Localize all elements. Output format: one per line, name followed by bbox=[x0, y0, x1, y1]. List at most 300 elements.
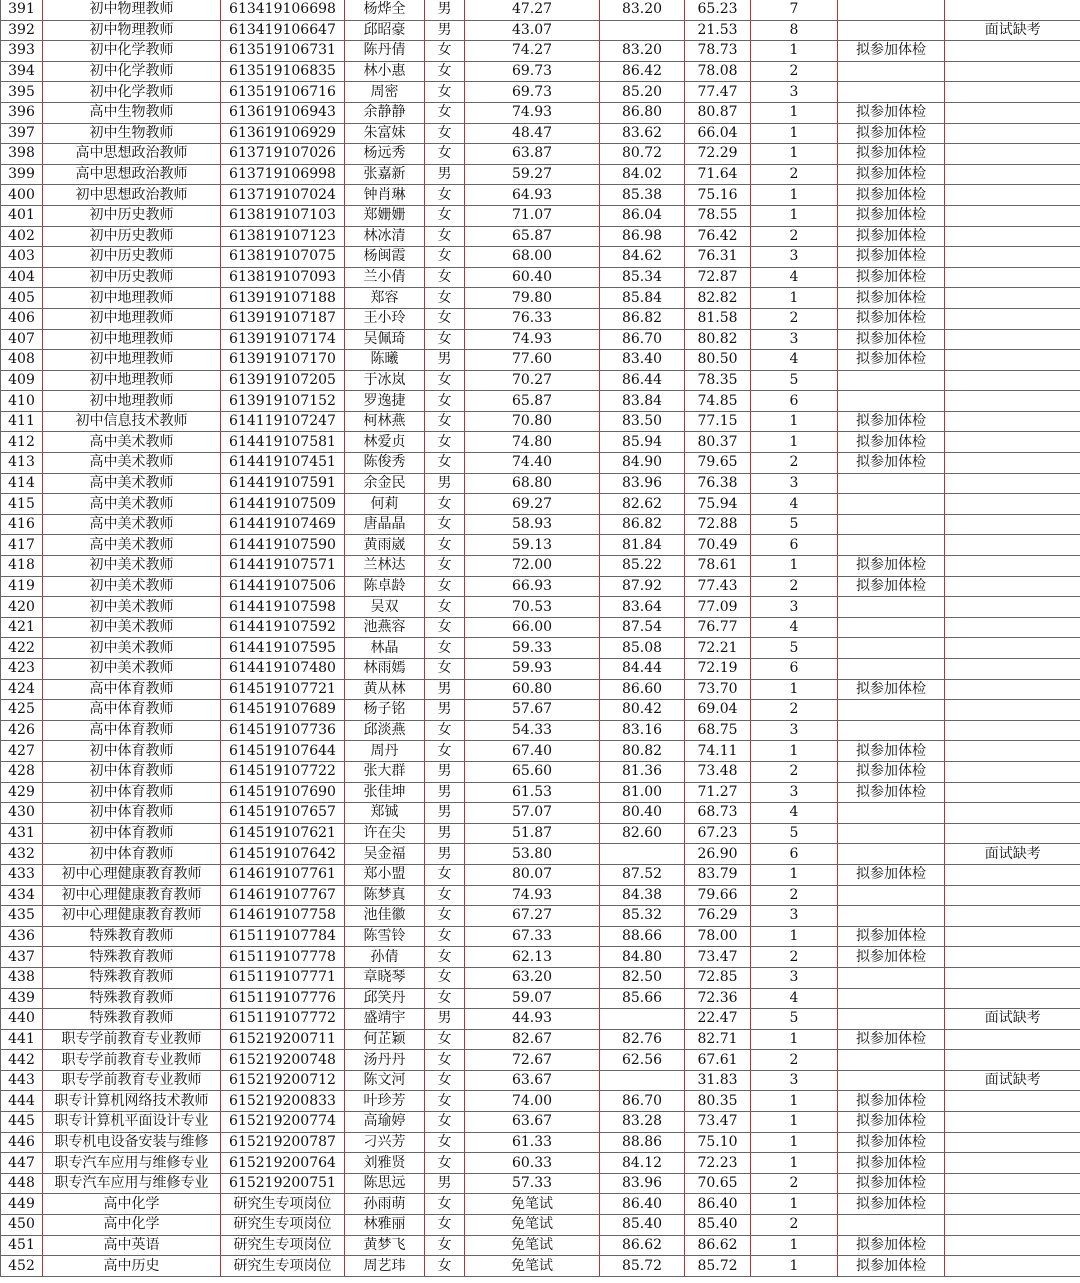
name-cell: 陈卓龄 bbox=[345, 576, 425, 597]
total-score-cell: 70.65 bbox=[685, 1173, 751, 1194]
exam-id-cell: 研究生专项岗位 bbox=[221, 1256, 345, 1277]
written-score-cell: 67.40 bbox=[465, 741, 600, 762]
total-score-cell: 77.43 bbox=[685, 576, 751, 597]
physical-exam-note-cell: 拟参加体检 bbox=[838, 308, 945, 329]
absence-note-cell bbox=[945, 102, 1080, 123]
absence-note-cell bbox=[945, 226, 1080, 247]
gender-cell: 男 bbox=[425, 782, 465, 803]
interview-score-cell: 80.42 bbox=[600, 700, 685, 721]
interview-score-cell: 88.86 bbox=[600, 1132, 685, 1153]
rank-cell: 1 bbox=[751, 1112, 838, 1133]
table-row bbox=[1, 164, 1080, 185]
name-cell: 罗逸捷 bbox=[345, 391, 425, 412]
physical-exam-note-cell: 拟参加体检 bbox=[838, 1235, 945, 1256]
interview-score-cell: 86.70 bbox=[600, 329, 685, 350]
gender-cell: 女 bbox=[425, 638, 465, 659]
physical-exam-note-cell bbox=[838, 0, 945, 20]
total-score-cell: 75.10 bbox=[685, 1132, 751, 1153]
row-number-cell: 391 bbox=[1, 0, 43, 20]
rank-cell: 4 bbox=[751, 494, 838, 515]
interview-score-cell: 84.62 bbox=[600, 247, 685, 268]
interview-score-cell: 86.60 bbox=[600, 679, 685, 700]
interview-score-cell: 86.80 bbox=[600, 102, 685, 123]
exam-id-cell: 615119107771 bbox=[221, 967, 345, 988]
name-cell: 兰小倩 bbox=[345, 267, 425, 288]
physical-exam-note-cell bbox=[838, 823, 945, 844]
gender-cell: 男 bbox=[425, 164, 465, 185]
absence-note-cell bbox=[945, 988, 1080, 1009]
table-row bbox=[1, 0, 1080, 20]
total-score-cell: 65.23 bbox=[685, 0, 751, 20]
physical-exam-note-cell bbox=[838, 700, 945, 721]
gender-cell: 女 bbox=[425, 906, 465, 927]
rank-cell: 6 bbox=[751, 844, 838, 865]
physical-exam-note-cell bbox=[838, 967, 945, 988]
table-row bbox=[1, 1256, 1080, 1277]
rank-cell: 3 bbox=[751, 247, 838, 268]
physical-exam-note-cell: 拟参加体检 bbox=[838, 1256, 945, 1277]
table-row bbox=[1, 782, 1080, 803]
position-cell: 初中地理教师 bbox=[43, 329, 221, 350]
name-cell: 汤丹丹 bbox=[345, 1050, 425, 1071]
position-cell: 高中美术教师 bbox=[43, 432, 221, 453]
table-row bbox=[1, 20, 1080, 41]
rank-cell: 5 bbox=[751, 638, 838, 659]
absence-note-cell bbox=[945, 535, 1080, 556]
total-score-cell: 85.72 bbox=[685, 1256, 751, 1277]
table-row bbox=[1, 514, 1080, 535]
written-score-cell: 74.93 bbox=[465, 885, 600, 906]
gender-cell: 女 bbox=[425, 1091, 465, 1112]
interview-score-cell: 80.72 bbox=[600, 144, 685, 165]
gender-cell: 女 bbox=[425, 247, 465, 268]
table-row bbox=[1, 102, 1080, 123]
total-score-cell: 72.19 bbox=[685, 659, 751, 680]
name-cell: 吴金福 bbox=[345, 844, 425, 865]
physical-exam-note-cell bbox=[838, 597, 945, 618]
physical-exam-note-cell bbox=[838, 638, 945, 659]
rank-cell: 3 bbox=[751, 597, 838, 618]
gender-cell: 女 bbox=[425, 432, 465, 453]
written-score-cell: 免笔试 bbox=[465, 1235, 600, 1256]
interview-score-cell: 84.02 bbox=[600, 164, 685, 185]
written-score-cell: 62.13 bbox=[465, 947, 600, 968]
position-cell: 初中地理教师 bbox=[43, 370, 221, 391]
rank-cell: 5 bbox=[751, 514, 838, 535]
written-score-cell: 免笔试 bbox=[465, 1194, 600, 1215]
position-cell: 初中物理教师 bbox=[43, 20, 221, 41]
physical-exam-note-cell: 拟参加体检 bbox=[838, 1091, 945, 1112]
position-cell: 高中化学 bbox=[43, 1194, 221, 1215]
position-cell: 初中化学教师 bbox=[43, 82, 221, 103]
exam-id-cell: 613719107026 bbox=[221, 144, 345, 165]
interview-score-cell: 80.40 bbox=[600, 803, 685, 824]
interview-score-cell: 83.20 bbox=[600, 41, 685, 62]
interview-score-cell: 86.40 bbox=[600, 1194, 685, 1215]
table-row bbox=[1, 720, 1080, 741]
total-score-cell: 78.55 bbox=[685, 205, 751, 226]
physical-exam-note-cell: 拟参加体检 bbox=[838, 926, 945, 947]
absence-note-cell bbox=[945, 679, 1080, 700]
gender-cell: 男 bbox=[425, 679, 465, 700]
name-cell: 陈丹倩 bbox=[345, 41, 425, 62]
gender-cell: 男 bbox=[425, 803, 465, 824]
rank-cell: 1 bbox=[751, 288, 838, 309]
rank-cell: 1 bbox=[751, 411, 838, 432]
physical-exam-note-cell: 拟参加体检 bbox=[838, 761, 945, 782]
physical-exam-note-cell: 拟参加体检 bbox=[838, 1132, 945, 1153]
total-score-cell: 78.61 bbox=[685, 556, 751, 577]
absence-note-cell bbox=[945, 1153, 1080, 1174]
absence-note-cell bbox=[945, 350, 1080, 371]
position-cell: 初中体育教师 bbox=[43, 761, 221, 782]
written-score-cell: 57.67 bbox=[465, 700, 600, 721]
name-cell: 周丹 bbox=[345, 741, 425, 762]
interview-score-cell: 83.96 bbox=[600, 1173, 685, 1194]
rank-cell: 1 bbox=[751, 144, 838, 165]
interview-score-cell: 81.36 bbox=[600, 761, 685, 782]
physical-exam-note-cell bbox=[838, 906, 945, 927]
absence-note-cell bbox=[945, 1194, 1080, 1215]
gender-cell: 女 bbox=[425, 1194, 465, 1215]
exam-id-cell: 614519107736 bbox=[221, 720, 345, 741]
total-score-cell: 68.73 bbox=[685, 803, 751, 824]
written-score-cell: 60.40 bbox=[465, 267, 600, 288]
total-score-cell: 76.38 bbox=[685, 473, 751, 494]
exam-id-cell: 614419107581 bbox=[221, 432, 345, 453]
table-row bbox=[1, 967, 1080, 988]
row-number-cell: 438 bbox=[1, 967, 43, 988]
exam-id-cell: 613619106929 bbox=[221, 123, 345, 144]
absence-note-cell bbox=[945, 1091, 1080, 1112]
absence-note-cell bbox=[945, 926, 1080, 947]
physical-exam-note-cell bbox=[838, 659, 945, 680]
row-number-cell: 442 bbox=[1, 1050, 43, 1071]
exam-id-cell: 614419107469 bbox=[221, 514, 345, 535]
gender-cell: 男 bbox=[425, 761, 465, 782]
total-score-cell: 22.47 bbox=[685, 1009, 751, 1030]
position-cell: 职专计算机网络技术教师 bbox=[43, 1091, 221, 1112]
name-cell: 吴佩琦 bbox=[345, 329, 425, 350]
row-number-cell: 395 bbox=[1, 82, 43, 103]
total-score-cell: 86.62 bbox=[685, 1235, 751, 1256]
interview-score-cell: 87.54 bbox=[600, 617, 685, 638]
gender-cell: 女 bbox=[425, 144, 465, 165]
written-score-cell: 80.07 bbox=[465, 864, 600, 885]
absence-note-cell bbox=[945, 1112, 1080, 1133]
position-cell: 职专汽车应用与维修专业 bbox=[43, 1173, 221, 1194]
position-cell: 初中体育教师 bbox=[43, 844, 221, 865]
position-cell: 特殊教育教师 bbox=[43, 947, 221, 968]
rank-cell: 2 bbox=[751, 885, 838, 906]
absence-note-cell: 面试缺考 bbox=[945, 844, 1080, 865]
absence-note-cell bbox=[945, 1235, 1080, 1256]
table-row bbox=[1, 370, 1080, 391]
absence-note-cell bbox=[945, 885, 1080, 906]
interview-score-cell: 82.60 bbox=[600, 823, 685, 844]
rank-cell: 1 bbox=[751, 1194, 838, 1215]
total-score-cell: 76.29 bbox=[685, 906, 751, 927]
written-score-cell: 70.80 bbox=[465, 411, 600, 432]
row-number-cell: 419 bbox=[1, 576, 43, 597]
name-cell: 周密 bbox=[345, 82, 425, 103]
rank-cell: 3 bbox=[751, 720, 838, 741]
name-cell: 池燕容 bbox=[345, 617, 425, 638]
total-score-cell: 67.23 bbox=[685, 823, 751, 844]
rank-cell: 1 bbox=[751, 1153, 838, 1174]
position-cell: 特殊教育教师 bbox=[43, 1009, 221, 1030]
rank-cell: 4 bbox=[751, 617, 838, 638]
table-row bbox=[1, 679, 1080, 700]
name-cell: 张佳坤 bbox=[345, 782, 425, 803]
physical-exam-note-cell: 拟参加体检 bbox=[838, 205, 945, 226]
total-score-cell: 80.50 bbox=[685, 350, 751, 371]
absence-note-cell bbox=[945, 41, 1080, 62]
name-cell: 林小惠 bbox=[345, 61, 425, 82]
interview-score-cell: 85.20 bbox=[600, 82, 685, 103]
name-cell: 叶珍芳 bbox=[345, 1091, 425, 1112]
name-cell: 陈雪铃 bbox=[345, 926, 425, 947]
name-cell: 郑姗姗 bbox=[345, 205, 425, 226]
exam-id-cell: 614419107506 bbox=[221, 576, 345, 597]
name-cell: 陈文河 bbox=[345, 1070, 425, 1091]
name-cell: 章晓琴 bbox=[345, 967, 425, 988]
absence-note-cell: 面试缺考 bbox=[945, 1070, 1080, 1091]
row-number-cell: 445 bbox=[1, 1112, 43, 1133]
physical-exam-note-cell: 拟参加体检 bbox=[838, 947, 945, 968]
physical-exam-note-cell bbox=[838, 720, 945, 741]
total-score-cell: 77.15 bbox=[685, 411, 751, 432]
total-score-cell: 72.36 bbox=[685, 988, 751, 1009]
row-number-cell: 408 bbox=[1, 350, 43, 371]
row-number-cell: 423 bbox=[1, 659, 43, 680]
exam-id-cell: 615219200774 bbox=[221, 1112, 345, 1133]
rank-cell: 2 bbox=[751, 1215, 838, 1236]
written-score-cell: 69.73 bbox=[465, 82, 600, 103]
gender-cell: 女 bbox=[425, 453, 465, 474]
exam-id-cell: 614419107571 bbox=[221, 556, 345, 577]
physical-exam-note-cell: 拟参加体检 bbox=[838, 679, 945, 700]
interview-score-cell: 86.42 bbox=[600, 61, 685, 82]
rank-cell: 2 bbox=[751, 1173, 838, 1194]
position-cell: 初中心理健康教育教师 bbox=[43, 885, 221, 906]
exam-id-cell: 614619107761 bbox=[221, 864, 345, 885]
table-row bbox=[1, 597, 1080, 618]
rank-cell: 1 bbox=[751, 432, 838, 453]
written-score-cell: 64.93 bbox=[465, 185, 600, 206]
rank-cell: 1 bbox=[751, 1235, 838, 1256]
name-cell: 陈曦 bbox=[345, 350, 425, 371]
total-score-cell: 73.47 bbox=[685, 1112, 751, 1133]
total-score-cell: 79.65 bbox=[685, 453, 751, 474]
physical-exam-note-cell bbox=[838, 617, 945, 638]
row-number-cell: 444 bbox=[1, 1091, 43, 1112]
gender-cell: 男 bbox=[425, 0, 465, 20]
gender-cell: 女 bbox=[425, 720, 465, 741]
gender-cell: 女 bbox=[425, 514, 465, 535]
position-cell: 特殊教育教师 bbox=[43, 967, 221, 988]
name-cell: 林晶 bbox=[345, 638, 425, 659]
row-number-cell: 414 bbox=[1, 473, 43, 494]
exam-id-cell: 613919107174 bbox=[221, 329, 345, 350]
written-score-cell: 66.93 bbox=[465, 576, 600, 597]
absence-note-cell bbox=[945, 411, 1080, 432]
row-number-cell: 425 bbox=[1, 700, 43, 721]
position-cell: 初中地理教师 bbox=[43, 288, 221, 309]
interview-score-cell: 83.50 bbox=[600, 411, 685, 432]
interview-score-cell: 83.16 bbox=[600, 720, 685, 741]
row-number-cell: 429 bbox=[1, 782, 43, 803]
name-cell: 杨烨全 bbox=[345, 0, 425, 20]
written-score-cell: 67.33 bbox=[465, 926, 600, 947]
absence-note-cell bbox=[945, 432, 1080, 453]
physical-exam-note-cell bbox=[838, 1050, 945, 1071]
rank-cell: 4 bbox=[751, 267, 838, 288]
gender-cell: 女 bbox=[425, 926, 465, 947]
written-score-cell: 63.87 bbox=[465, 144, 600, 165]
physical-exam-note-cell bbox=[838, 803, 945, 824]
row-number-cell: 409 bbox=[1, 370, 43, 391]
table-row bbox=[1, 1009, 1080, 1030]
table-row bbox=[1, 61, 1080, 82]
rank-cell: 1 bbox=[751, 1029, 838, 1050]
row-number-cell: 394 bbox=[1, 61, 43, 82]
position-cell: 职专学前教育专业教师 bbox=[43, 1070, 221, 1091]
table-row bbox=[1, 1112, 1080, 1133]
total-score-cell: 82.82 bbox=[685, 288, 751, 309]
rank-cell: 3 bbox=[751, 329, 838, 350]
physical-exam-note-cell bbox=[838, 1215, 945, 1236]
total-score-cell: 80.35 bbox=[685, 1091, 751, 1112]
gender-cell: 女 bbox=[425, 102, 465, 123]
row-number-cell: 416 bbox=[1, 514, 43, 535]
absence-note-cell bbox=[945, 288, 1080, 309]
rank-cell: 4 bbox=[751, 350, 838, 371]
name-cell: 张大群 bbox=[345, 761, 425, 782]
table-row bbox=[1, 1235, 1080, 1256]
absence-note-cell bbox=[945, 370, 1080, 391]
row-number-cell: 432 bbox=[1, 844, 43, 865]
position-cell: 初中美术教师 bbox=[43, 556, 221, 577]
name-cell: 陈俊秀 bbox=[345, 453, 425, 474]
absence-note-cell bbox=[945, 556, 1080, 577]
absence-note-cell bbox=[945, 494, 1080, 515]
written-score-cell: 53.80 bbox=[465, 844, 600, 865]
name-cell: 陈思远 bbox=[345, 1173, 425, 1194]
physical-exam-note-cell: 拟参加体检 bbox=[838, 123, 945, 144]
gender-cell: 女 bbox=[425, 576, 465, 597]
absence-note-cell bbox=[945, 1029, 1080, 1050]
interview-score-cell: 84.44 bbox=[600, 659, 685, 680]
interview-score-cell: 83.28 bbox=[600, 1112, 685, 1133]
position-cell: 初中心理健康教育教师 bbox=[43, 906, 221, 927]
absence-note-cell bbox=[945, 185, 1080, 206]
row-number-cell: 436 bbox=[1, 926, 43, 947]
gender-cell: 男 bbox=[425, 473, 465, 494]
table-row bbox=[1, 473, 1080, 494]
absence-note-cell bbox=[945, 205, 1080, 226]
interview-score-cell: 85.72 bbox=[600, 1256, 685, 1277]
written-score-cell: 65.87 bbox=[465, 391, 600, 412]
name-cell: 郑小盟 bbox=[345, 864, 425, 885]
exam-id-cell: 613419106698 bbox=[221, 0, 345, 20]
absence-note-cell bbox=[945, 473, 1080, 494]
absence-note-cell bbox=[945, 1215, 1080, 1236]
position-cell: 初中美术教师 bbox=[43, 659, 221, 680]
total-score-cell: 74.85 bbox=[685, 391, 751, 412]
absence-note-cell bbox=[945, 967, 1080, 988]
table-row bbox=[1, 494, 1080, 515]
name-cell: 杨子铭 bbox=[345, 700, 425, 721]
position-cell: 初中美术教师 bbox=[43, 597, 221, 618]
absence-note-cell bbox=[945, 1256, 1080, 1277]
gender-cell: 男 bbox=[425, 844, 465, 865]
gender-cell: 女 bbox=[425, 391, 465, 412]
total-score-cell: 80.87 bbox=[685, 102, 751, 123]
physical-exam-note-cell: 拟参加体检 bbox=[838, 864, 945, 885]
total-score-cell: 77.47 bbox=[685, 82, 751, 103]
name-cell: 刘雅贤 bbox=[345, 1153, 425, 1174]
table-row bbox=[1, 82, 1080, 103]
table-row bbox=[1, 535, 1080, 556]
written-score-cell: 59.27 bbox=[465, 164, 600, 185]
total-score-cell: 76.42 bbox=[685, 226, 751, 247]
physical-exam-note-cell bbox=[838, 473, 945, 494]
interview-score-cell: 83.40 bbox=[600, 350, 685, 371]
exam-id-cell: 615219200833 bbox=[221, 1091, 345, 1112]
absence-note-cell bbox=[945, 576, 1080, 597]
total-score-cell: 71.27 bbox=[685, 782, 751, 803]
rank-cell: 1 bbox=[751, 102, 838, 123]
written-score-cell: 67.27 bbox=[465, 906, 600, 927]
gender-cell: 女 bbox=[425, 1112, 465, 1133]
table-row bbox=[1, 329, 1080, 350]
position-cell: 初中化学教师 bbox=[43, 41, 221, 62]
gender-cell: 男 bbox=[425, 823, 465, 844]
row-number-cell: 448 bbox=[1, 1173, 43, 1194]
gender-cell: 女 bbox=[425, 41, 465, 62]
total-score-cell: 75.16 bbox=[685, 185, 751, 206]
exam-id-cell: 613819107075 bbox=[221, 247, 345, 268]
gender-cell: 女 bbox=[425, 1153, 465, 1174]
row-number-cell: 451 bbox=[1, 1235, 43, 1256]
written-score-cell: 74.93 bbox=[465, 102, 600, 123]
written-score-cell: 65.60 bbox=[465, 761, 600, 782]
exam-id-cell: 613519106835 bbox=[221, 61, 345, 82]
total-score-cell: 21.53 bbox=[685, 20, 751, 41]
table-row bbox=[1, 453, 1080, 474]
written-score-cell: 48.47 bbox=[465, 123, 600, 144]
position-cell: 初中历史教师 bbox=[43, 247, 221, 268]
rank-cell: 2 bbox=[751, 761, 838, 782]
written-score-cell: 60.80 bbox=[465, 679, 600, 700]
written-score-cell: 44.93 bbox=[465, 1009, 600, 1030]
position-cell: 初中体育教师 bbox=[43, 741, 221, 762]
interview-score-cell: 85.34 bbox=[600, 267, 685, 288]
physical-exam-note-cell: 拟参加体检 bbox=[838, 576, 945, 597]
interview-score-cell: 82.76 bbox=[600, 1029, 685, 1050]
physical-exam-note-cell: 拟参加体检 bbox=[838, 741, 945, 762]
position-cell: 初中美术教师 bbox=[43, 576, 221, 597]
gender-cell: 女 bbox=[425, 1256, 465, 1277]
name-cell: 邱昭豪 bbox=[345, 20, 425, 41]
physical-exam-note-cell: 拟参加体检 bbox=[838, 164, 945, 185]
written-score-cell: 74.80 bbox=[465, 432, 600, 453]
written-score-cell: 57.33 bbox=[465, 1173, 600, 1194]
exam-id-cell: 614419107595 bbox=[221, 638, 345, 659]
total-score-cell: 75.94 bbox=[685, 494, 751, 515]
absence-note-cell bbox=[945, 741, 1080, 762]
